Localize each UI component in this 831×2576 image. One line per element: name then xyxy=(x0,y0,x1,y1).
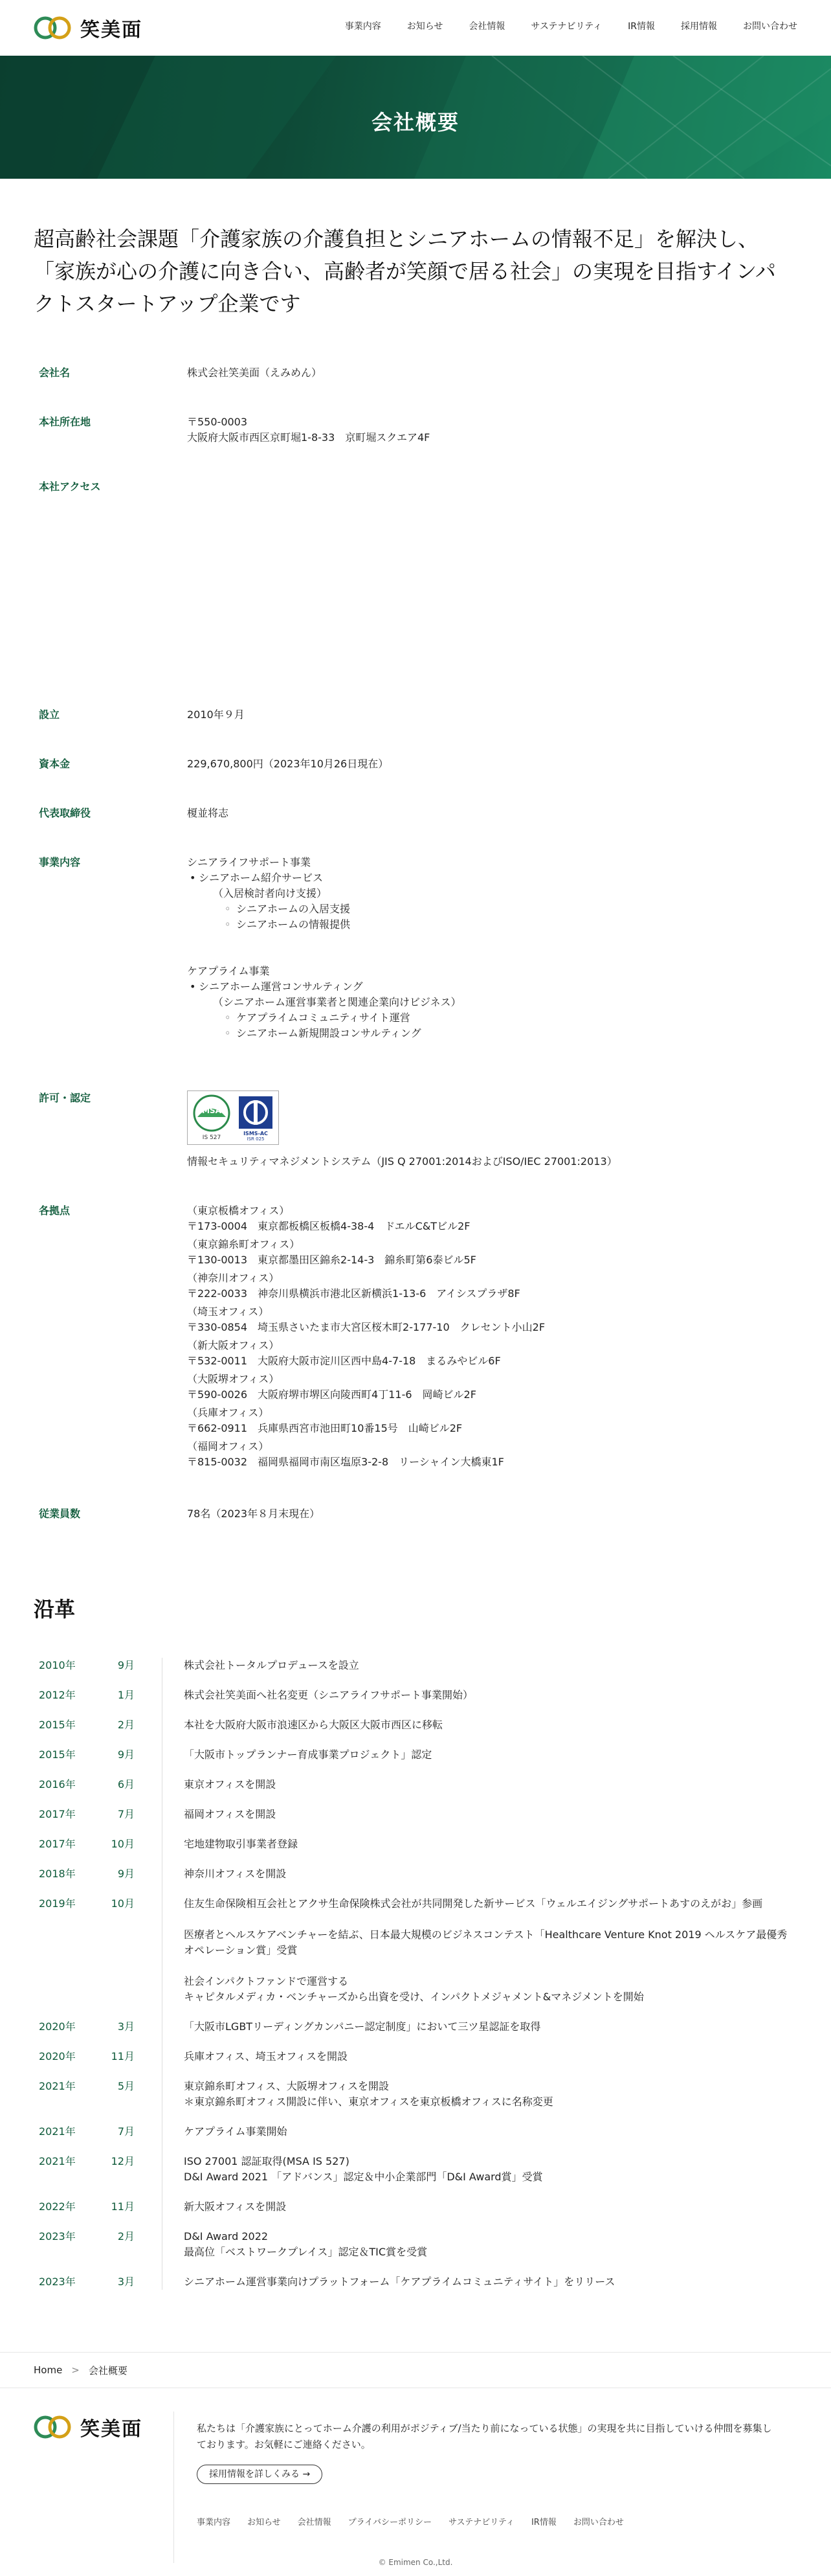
offices-row xyxy=(39,1203,792,1473)
history-month: 9月 xyxy=(117,1868,135,1880)
history-year: 2020年 xyxy=(39,2020,76,2033)
office-name: （福岡オフィス） xyxy=(187,1440,269,1452)
breadcrumb xyxy=(0,2352,831,2388)
employees-value: 78名（2023年８月末現在） xyxy=(187,1508,320,1520)
history-event-text: 社会インパクトファンドで運営する キャピタルメディカ・ベンチャーズから出資を受け、インパクトメジャメント&マネジメントを開始 xyxy=(184,1975,644,2003)
business-subitem: ◦ シニアホーム新規開設コンサルティング xyxy=(187,1026,792,1041)
svg-text:ISR 025: ISR 025 xyxy=(247,1136,265,1142)
license-description: 情報セキュリティマネジメントシステム（JIS Q 27001:2014およびISO/IEC 27001:2013） xyxy=(187,1155,617,1168)
office-item xyxy=(187,1203,792,1234)
row-label: 設立 xyxy=(39,708,60,721)
business-row xyxy=(39,855,792,1057)
hq-row xyxy=(39,414,792,446)
history-year: 2018年 xyxy=(39,1868,76,1880)
history-event xyxy=(151,2019,797,2035)
license-content xyxy=(187,1090,792,1169)
history-year: 2017年 xyxy=(39,1808,76,1820)
capital-value: 229,670,800円（2023年10月26日現在） xyxy=(187,758,389,770)
office-address: 〒532-0011 大阪府大阪市淀川区西中島4-7-18 まるみやビル6F xyxy=(187,1355,501,1367)
history-event xyxy=(151,1717,797,1733)
recruit-message: 私たちは「介護家族にとってホーム介護の利用がポジティブ/当たり前になっている状態」の実現を共に目指していける仲間を募集しております。お気軽にご連絡ください。 xyxy=(197,2423,772,2450)
lead-statement xyxy=(0,179,831,320)
history-row xyxy=(34,2229,797,2260)
history-event-text: 住友生命保険相互会社とアクサ生命保険株式会社が共同開発した新サービス「ウェルエイジングサポートあすのえがお」参画 xyxy=(184,1897,763,1910)
office-item xyxy=(187,1237,792,1268)
history-event-text: 「大阪市LGBTリーディングカンパニー認定制度」において三ツ星認証を取得 xyxy=(184,2020,541,2033)
history-year: 2022年 xyxy=(39,2200,76,2213)
footer-logo[interactable] xyxy=(34,2413,142,2441)
history-month: 9月 xyxy=(117,1748,135,1761)
history-event xyxy=(151,2079,797,2110)
history-year: 2017年 xyxy=(39,1838,76,1850)
history-row xyxy=(34,2124,797,2140)
office-address: 〒130-0013 東京都墨田区錦糸2-14-3 錦糸町第6泰ビル5F xyxy=(187,1254,476,1266)
history-year: 2023年 xyxy=(39,2230,76,2243)
office-name: （大阪堺オフィス） xyxy=(187,1373,280,1385)
history-row xyxy=(34,1807,797,1822)
history-event xyxy=(151,2199,797,2215)
office-item xyxy=(187,1338,792,1369)
history-row xyxy=(34,2019,797,2035)
business-title: シニアライフサポート事業 xyxy=(187,856,311,868)
recruit-details-button[interactable]: 採用情報を詳しくみる → xyxy=(197,2465,322,2484)
row-label: 許可・認定 xyxy=(39,1092,91,1104)
office-address: 〒330-0854 埼玉県さいたま市大宮区桜木町2-177-10 クレセント小山2F xyxy=(187,1321,546,1333)
history-row xyxy=(34,1896,797,2005)
history-row xyxy=(34,1866,797,1882)
isms-ac-badge-icon xyxy=(236,1094,275,1142)
access-row xyxy=(39,479,792,673)
office-name: （東京板橋オフィス） xyxy=(187,1204,290,1217)
office-address: 〒815-0032 福岡県福岡市南区塩原3-2-8 リーシャイン大橋東1F xyxy=(187,1456,504,1468)
footer-nav-company[interactable]: 会社情報 xyxy=(297,2518,331,2527)
page-hero xyxy=(0,56,831,179)
history-year: 2020年 xyxy=(39,2050,76,2062)
history-row xyxy=(34,2154,797,2185)
history-row xyxy=(34,2274,797,2290)
history-month: 2月 xyxy=(117,2230,135,2243)
office-address: 〒662-0911 兵庫県西宮市池田町10番15号 山崎ビル2F xyxy=(187,1422,463,1434)
row-label: 代表取締役 xyxy=(39,807,91,819)
office-list xyxy=(187,1203,792,1473)
nav-item-news[interactable]: お知らせ xyxy=(406,21,443,32)
history-month: 7月 xyxy=(117,2125,135,2138)
row-label: 本社所在地 xyxy=(39,416,91,428)
history-row xyxy=(34,2049,797,2064)
office-name: （神奈川オフィス） xyxy=(187,1272,280,1284)
history-row xyxy=(34,2199,797,2215)
history-year: 2015年 xyxy=(39,1719,76,1731)
history-row xyxy=(34,1777,797,1792)
history-event-text: 医療者とヘルスケアベンチャーを結ぶ、日本最大規模のビジネスコンテスト「Healthcare Venture Knot 2019 ヘルスケア最優秀オペレーション賞」受賞 xyxy=(184,1928,788,1956)
nav-item-sustainability[interactable]: サステナビリティ xyxy=(531,21,603,32)
history-row xyxy=(34,2079,797,2110)
row-label: 本社アクセス xyxy=(39,480,101,493)
business-list xyxy=(187,855,792,1057)
history-year: 2023年 xyxy=(39,2276,76,2288)
history-month: 7月 xyxy=(117,1808,135,1820)
lead-line: クトスタートアップ企業です xyxy=(34,291,301,316)
history-event xyxy=(151,2274,797,2290)
founded-value: 2010年９月 xyxy=(187,708,245,721)
history-event xyxy=(151,1777,797,1792)
history-month: 12月 xyxy=(111,2155,135,2167)
history-year: 2021年 xyxy=(39,2125,76,2138)
office-item xyxy=(187,1439,792,1470)
history-event-text: ケアプライム事業開始 xyxy=(184,2125,287,2138)
history-event-text: 福岡オフィスを開設 xyxy=(184,1808,276,1820)
nav-item-company[interactable]: 会社情報 xyxy=(469,21,505,32)
office-address: 〒590-0026 大阪府堺市堺区向陵西町4丁11-6 岡崎ビル2F xyxy=(187,1388,476,1401)
footer-nav-privacy[interactable]: プライバシーポリシー xyxy=(348,2518,432,2527)
copyright: © Emimen Co.,Ltd. xyxy=(378,2558,453,2567)
office-address: 〒173-0004 東京都板橋区板橋4-38-4 ドエルC&Tビル2F xyxy=(187,1220,471,1232)
hq-postal: 〒550-0003 xyxy=(187,416,248,428)
office-item xyxy=(187,1405,792,1436)
history-month: 9月 xyxy=(117,1659,135,1671)
history-title: 沿革 xyxy=(34,1597,76,1621)
isms-certification-badge xyxy=(187,1090,279,1145)
nav-item-ir[interactable]: IR情報 xyxy=(628,21,655,32)
history-event-text: シニアホーム運営事業向けプラットフォーム「ケアプライムコミュニティサイト」をリリース xyxy=(184,2276,615,2288)
ceo-value: 榎並将志 xyxy=(187,807,229,819)
history-event-text: D&I Award 2022 最高位「ベストワークプレイス」認定＆TIC賞を受賞 xyxy=(184,2230,428,2258)
footer-nav-contact[interactable]: お問い合わせ xyxy=(573,2518,624,2527)
business-group xyxy=(187,855,792,932)
office-name: （東京錦糸町オフィス） xyxy=(187,1238,300,1250)
breadcrumb-home-link[interactable]: Home xyxy=(34,2364,63,2376)
history-month: 3月 xyxy=(117,2276,135,2288)
history-year: 2021年 xyxy=(39,2080,76,2092)
footer-divider xyxy=(173,2412,174,2563)
history-event-text: 株式会社笑美面へ社名変更（シニアライフサポート事業開始） xyxy=(184,1689,474,1701)
site-footer xyxy=(0,2388,831,2576)
history-row xyxy=(34,1688,797,1703)
logo-text: 笑美面 xyxy=(80,19,142,41)
history-event xyxy=(151,1688,797,1703)
access-map[interactable] xyxy=(187,479,792,673)
history-event xyxy=(151,2049,797,2064)
history-year: 2015年 xyxy=(39,1748,76,1761)
history-event xyxy=(151,2229,797,2260)
history-event-text: 新大阪オフィスを開設 xyxy=(184,2200,287,2213)
office-item xyxy=(187,1372,792,1403)
footer-nav-business[interactable]: 事業内容 xyxy=(197,2518,231,2527)
history-month: 11月 xyxy=(111,2050,135,2062)
business-note: （入居検討者向け支援） xyxy=(213,887,327,899)
svg-text:ISMS-AC: ISMS-AC xyxy=(243,1131,268,1136)
history-event xyxy=(151,1807,797,1822)
history-month: 11月 xyxy=(111,2200,135,2213)
row-label: 資本金 xyxy=(39,758,71,770)
employees-row xyxy=(39,1506,792,1522)
history-event-text: 株式会社トータルプロデュースを設立 xyxy=(184,1659,359,1671)
license-row xyxy=(39,1090,792,1169)
history-event xyxy=(151,1836,797,1852)
history-event xyxy=(151,2154,797,2185)
global-nav xyxy=(345,19,797,32)
hq-street: 大阪府大阪市西区京町堀1-8-33 京町堀スクエア4F xyxy=(187,431,430,444)
history-event xyxy=(151,2124,797,2140)
hq-address xyxy=(187,414,792,446)
history-year: 2019年 xyxy=(39,1897,76,1910)
business-item: • シニアホーム運営コンサルティング xyxy=(187,979,792,995)
business-group xyxy=(187,964,792,1041)
history-row xyxy=(34,1747,797,1763)
history-month: 2月 xyxy=(117,1719,135,1731)
footer-nav xyxy=(197,2515,624,2527)
footer-nav-news[interactable]: お知らせ xyxy=(247,2518,281,2527)
row-label: 従業員数 xyxy=(39,1508,81,1520)
history-year: 2012年 xyxy=(39,1689,76,1701)
breadcrumb-current: 会社概要 xyxy=(88,2364,127,2377)
business-subitem: ◦ シニアホームの情報提供 xyxy=(187,917,792,932)
history-month: 1月 xyxy=(117,1689,135,1701)
nav-item-business[interactable]: 事業内容 xyxy=(344,21,381,32)
history-event xyxy=(151,1866,797,1882)
history-event-text: 本社を大阪府大阪市浪速区から大阪区大阪市西区に移転 xyxy=(184,1719,443,1731)
logo-mark-icon xyxy=(34,2414,74,2440)
site-header xyxy=(0,0,831,56)
history-row xyxy=(34,1658,797,1673)
office-name: （兵庫オフィス） xyxy=(187,1407,269,1419)
site-logo[interactable] xyxy=(34,14,142,42)
office-name: （埼玉オフィス） xyxy=(187,1305,269,1318)
ceo-row xyxy=(39,806,792,821)
business-subitem: ◦ シニアホームの入居支援 xyxy=(187,901,792,917)
row-label: 事業内容 xyxy=(39,856,81,868)
history-event-text: ISO 27001 認証取得(MSA IS 527) D&I Award 2021 「アドバンス」認定＆中小企業部門「D&I Award賞」受賞 xyxy=(184,2155,543,2183)
logo-text: 笑美面 xyxy=(80,2418,142,2441)
nav-item-recruit[interactable]: 採用情報 xyxy=(681,21,717,32)
office-item xyxy=(187,1304,792,1335)
history-month: 6月 xyxy=(117,1778,135,1791)
business-note: （シニアホーム運営事業者と関連企業向けビジネス） xyxy=(213,996,461,1008)
business-subitem: ◦ ケアプライムコミュニティサイト運営 xyxy=(187,1010,792,1026)
history-event-text: 東京錦糸町オフィス、大阪堺オフィスを開設 ＊東京錦糸町オフィス開設に伴い、東京オフィスを東京板橋オフィスに名称変更 xyxy=(184,2080,553,2108)
lead-line: 超高齢社会課題「介護家族の介護負担とシニアホームの情報不足」を解決し、 xyxy=(34,227,759,251)
lead-line: 「家族が心の介護に向き合い、高齢者が笑顔で居る社会」の実現を目指すインパ xyxy=(34,259,776,284)
row-label: 各拠点 xyxy=(39,1204,71,1217)
svg-text:IS 527: IS 527 xyxy=(202,1135,221,1141)
nav-item-contact[interactable]: お問い合わせ xyxy=(743,21,797,32)
company-name: 株式会社笑美面（えみめん） xyxy=(187,367,322,379)
history-row xyxy=(34,1717,797,1733)
breadcrumb-separator: > xyxy=(71,2364,80,2376)
office-address: 〒222-0033 神奈川県横浜市港北区新横浜1-13-6 アイシスプラザ8F xyxy=(187,1287,520,1300)
history-event-text: 宅地建物取引事業者登録 xyxy=(184,1838,298,1850)
history-event xyxy=(151,1896,797,2005)
footer-nav-sustainability[interactable]: サステナビリティ xyxy=(449,2518,515,2527)
history-month: 10月 xyxy=(111,1897,135,1910)
history-event-text: 東京オフィスを開設 xyxy=(184,1778,276,1791)
business-title: ケアプライム事業 xyxy=(187,965,270,977)
company-overview xyxy=(0,365,831,1522)
logo-mark-icon xyxy=(34,15,74,41)
history-month: 10月 xyxy=(111,1838,135,1850)
history-event-text: 「大阪市トップランナー育成事業プロジェクト」認定 xyxy=(184,1748,432,1761)
row-label: 会社名 xyxy=(39,367,71,379)
office-name: （新大阪オフィス） xyxy=(187,1339,280,1351)
msa-badge-icon xyxy=(191,1094,232,1142)
history-timeline xyxy=(34,1658,797,2290)
footer-nav-ir[interactable]: IR情報 xyxy=(531,2518,557,2527)
history-year: 2021年 xyxy=(39,2155,76,2167)
office-item xyxy=(187,1271,792,1302)
page-title: 会社概要 xyxy=(371,110,460,135)
capital-row xyxy=(39,756,792,772)
history-row xyxy=(34,1836,797,1852)
svg-text:MSA: MSA xyxy=(202,1106,221,1115)
history-month: 5月 xyxy=(117,2080,135,2092)
history-event-text: 兵庫オフィス、埼玉オフィスを開設 xyxy=(184,2050,348,2062)
company-name-row xyxy=(39,365,792,381)
business-item: • シニアホーム紹介サービス xyxy=(187,870,792,886)
history-event-text: 神奈川オフィスを開設 xyxy=(184,1868,287,1880)
history-month: 3月 xyxy=(117,2020,135,2033)
founded-row xyxy=(39,707,792,723)
history-year: 2016年 xyxy=(39,1778,76,1791)
history-event xyxy=(151,1658,797,1673)
history-year: 2010年 xyxy=(39,1659,76,1671)
history-event xyxy=(151,1747,797,1763)
